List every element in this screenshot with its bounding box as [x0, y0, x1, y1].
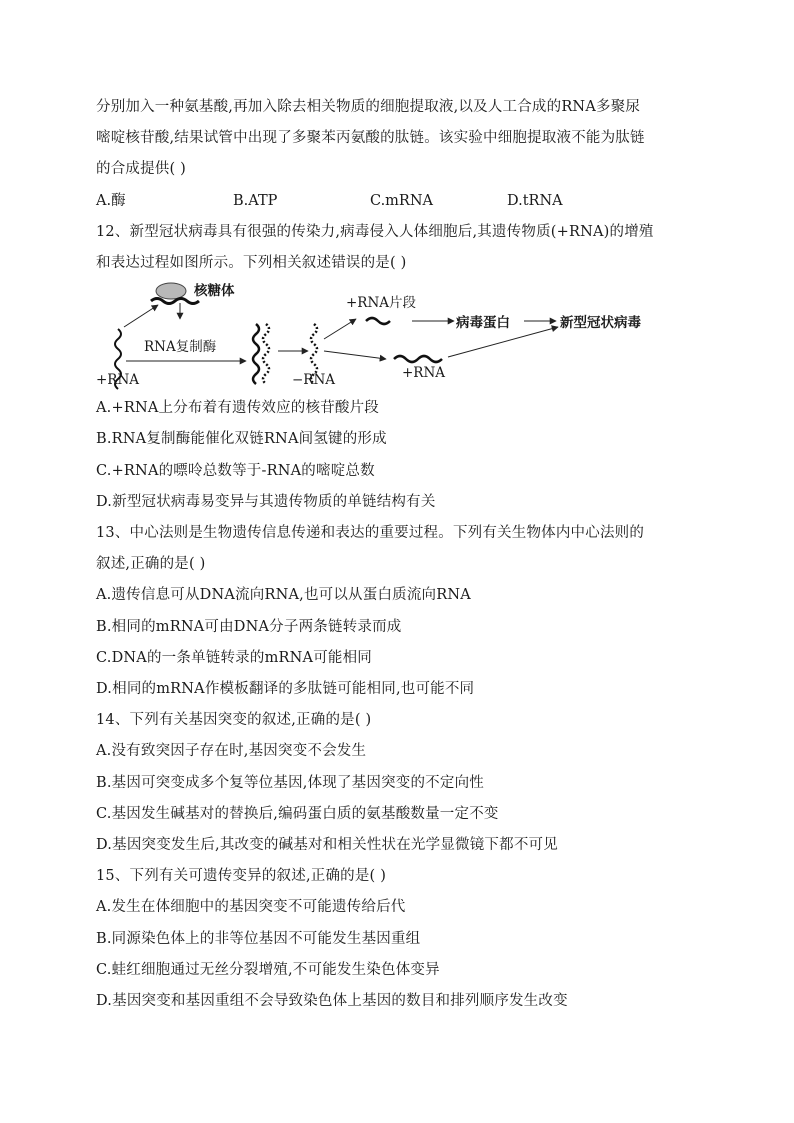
q15-option-d[interactable]: D.基因突变和基因重组不会导致染色体上基因的数目和排列顺序发生改变	[96, 993, 568, 1010]
question-14	[96, 705, 706, 861]
q13-stem-line: 叙述,正确的是( )	[96, 556, 206, 573]
q15-option-c[interactable]: C.蛙红细胞通过无丝分裂增殖,不可能发生染色体变异	[96, 961, 440, 978]
q12-stem-line: 12、新型冠状病毒具有很强的传染力,病毒侵入人体细胞后,其遗传物质(+RNA)的增殖	[96, 223, 654, 240]
ribosome-icon	[151, 283, 199, 304]
q11-options	[96, 186, 706, 217]
label-minus-rna: −RNA	[292, 372, 336, 389]
question-11	[96, 92, 706, 217]
q12-stem-line: 和表达过程如图所示。下列相关叙述错误的是( )	[96, 255, 407, 272]
q13-option-a[interactable]: A.遗传信息可从DNA流向RNA,也可以从蛋白质流向RNA	[96, 587, 471, 604]
q14-stem-line: 14、下列有关基因突变的叙述,正确的是( )	[96, 712, 372, 729]
q15-option-a[interactable]: A.发生在体细胞中的基因突变不可能遗传给后代	[96, 899, 406, 916]
label-plus-rna-bottom: +RNA	[402, 365, 446, 382]
label-ribosome: 核糖体	[194, 283, 235, 300]
label-new-virus: 新型冠状病毒	[560, 315, 641, 332]
q11-option-a[interactable]: A.酶	[96, 192, 126, 209]
q14-option-d[interactable]: D.基因突变发生后,其改变的碱基对和相关性状在光学显微镜下都不可见	[96, 837, 558, 854]
q11-stem-line: 嘧啶核苷酸,结果试管中出现了多聚苯丙氨酸的肽链。该实验中细胞提取液不能为肽链	[96, 130, 645, 147]
plus-rna-fragment-strand	[366, 318, 390, 324]
q14-option-c[interactable]: C.基因发生碱基对的替换后,编码蛋白质的氨基酸数量一定不变	[96, 805, 499, 822]
q12-option-b[interactable]: B.RNA复制酶能催化双链RNA间氢键的形成	[96, 431, 387, 448]
q14-option-a[interactable]: A.没有致突因子存在时,基因突变不会发生	[96, 743, 367, 760]
q11-option-c[interactable]: C.mRNA	[370, 192, 434, 209]
q13-stem-line: 13、中心法则是生物遗传信息传递和表达的重要过程。下列有关生物体内中心法则的	[96, 525, 645, 542]
q13-option-c[interactable]: C.DNA的一条单链转录的mRNA可能相同	[96, 649, 372, 666]
plus-rna-new-strand	[394, 356, 442, 362]
label-rna-replicase: RNA复制酶	[144, 339, 217, 356]
question-page	[96, 92, 706, 1017]
question-12	[96, 217, 706, 518]
q14-option-b[interactable]: B.基因可突变成多个复等位基因,体现了基因突变的不定向性	[96, 774, 484, 791]
q11-stem-line: 的合成提供( )	[96, 161, 187, 178]
rna-replication-diagram	[96, 279, 656, 393]
double-strand-rna	[253, 324, 259, 384]
q12-option-a[interactable]: A.+RNA上分布着有遗传效应的核苷酸片段	[96, 400, 380, 417]
label-plus-rna-fragment: +RNA片段	[346, 295, 417, 312]
q11-option-d[interactable]: D.tRNA	[507, 192, 563, 209]
q12-option-c[interactable]: C.+RNA的嘌呤总数等于-RNA的嘧啶总数	[96, 462, 375, 479]
q11-stem-line: 分别加入一种氨基酸,再加入除去相关物质的细胞提取液,以及人工合成的RNA多聚尿	[96, 99, 641, 115]
q15-option-b[interactable]: B.同源染色体上的非等位基因不可能发生基因重组	[96, 930, 421, 947]
q13-option-d[interactable]: D.相同的mRNA作模板翻译的多肽链可能相同,也可能不同	[96, 681, 475, 698]
q13-option-b[interactable]: B.相同的mRNA可由DNA分子两条链转录而成	[96, 618, 402, 635]
question-13	[96, 518, 706, 705]
q11-option-b[interactable]: B.ATP	[233, 192, 278, 209]
label-plus-rna-left: +RNA	[96, 372, 140, 389]
q12-option-d[interactable]: D.新型冠状病毒易变异与其遗传物质的单链结构有关	[96, 493, 436, 510]
q15-stem-line: 15、下列有关可遗传变异的叙述,正确的是( )	[96, 868, 387, 885]
question-15	[96, 861, 706, 1017]
label-viral-protein: 病毒蛋白	[456, 315, 510, 332]
